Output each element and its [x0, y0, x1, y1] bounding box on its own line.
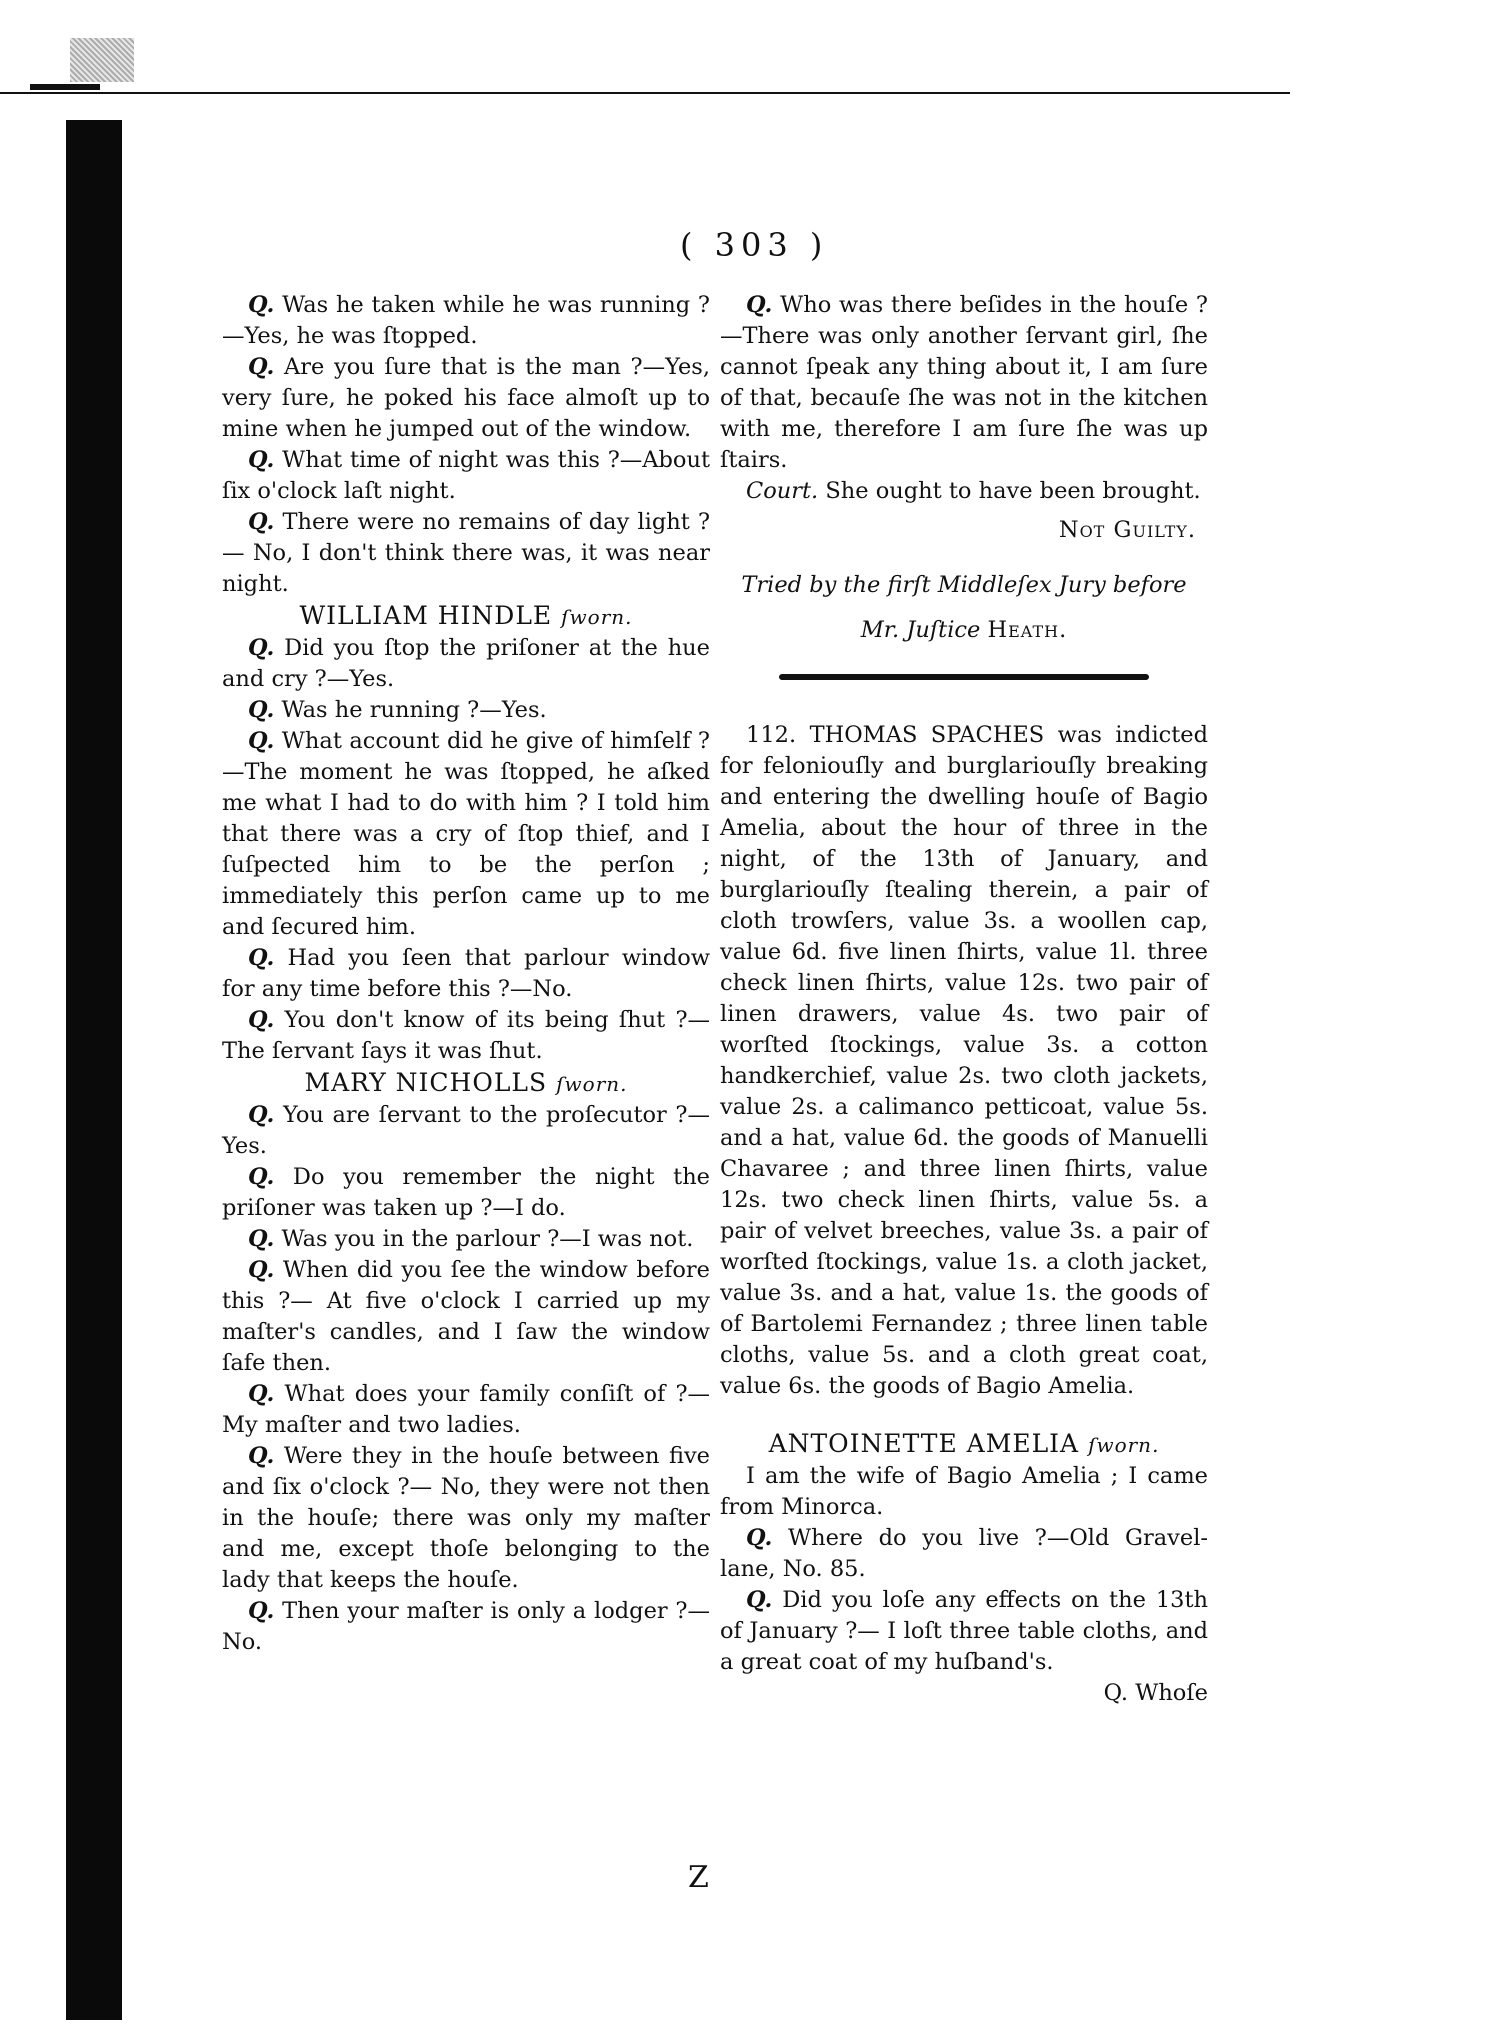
- qa-paragraph: Q. You don't know of its being ſhut ?—The ſervant ſays it was ſhut.: [222, 1007, 711, 1064]
- qa-paragraph: Q. There were no remains of day light ?— No, I don't think there was, it was near night.: [222, 509, 711, 597]
- witness-heading: WILLIAM HINDLE ſworn.: [299, 601, 633, 630]
- left-column: [222, 290, 710, 1658]
- witness-heading: MARY NICHOLLS ſworn.: [304, 1068, 628, 1097]
- section-divider: [779, 674, 1149, 680]
- signature-mark: Z: [688, 1860, 709, 1895]
- verdict: Not Guilty.: [1058, 517, 1196, 543]
- qa-paragraph: Q. Was you in the parlour ?—I was not.: [248, 1226, 694, 1252]
- qa-paragraph: Q. You are ſervant to the proſecutor ?—Yes.: [222, 1102, 710, 1159]
- qa-paragraph: Q. Were they in the houſe between five and ſix o'clock ?— No, they were not then in the houſe; there was only my maſter and me, except thoſe belonging to the lady that keeps the houſe.: [222, 1443, 711, 1593]
- court-remark: Court. She ought to have been brought.: [746, 478, 1201, 504]
- qa-paragraph: Q. Had you ſeen that parlour window for any time before this ?—No.: [222, 945, 711, 1002]
- scan-noise: [70, 38, 134, 82]
- binding-edge-top: [30, 84, 100, 90]
- judge-line: Mr. Juſtice Heath.: [860, 617, 1068, 643]
- qa-paragraph: Q. What does your family conſiſt of ?—My maſter and two ladies.: [222, 1381, 711, 1438]
- qa-paragraph: Q. When did you ſee the window before this ?— At five o'clock I carried up my maſter's candles, and I ſaw the window ſafe then.: [222, 1257, 710, 1376]
- right-column: [720, 290, 1208, 1709]
- page-number: ( 303 ): [680, 226, 829, 264]
- qa-paragraph: Q. Are you ſure that is the man ?—Yes, very ſure, he poked his face almoſt up to mine when he jumped out of the window.: [222, 354, 710, 442]
- qa-paragraph: Q. Did you ſtop the priſoner at the hue and cry ?—Yes.: [222, 635, 710, 692]
- indictment-paragraph: 112. THOMAS SPACHES was indicted for feloniouſly and burglariouſly breaking and entering the dwelling houſe of Bagio Amelia, about the hour of three in the night, of the 13th of January, and burglariouſly ſtealing therein, a pair of cloth trowſers, value 3s. a woollen cap, value 6d. five linen ſhirts, value 1l. three check linen ſhirts, value 12s. two pair of linen drawers, value 4s. two pair of worſted ſtockings, value 3s. a cotton handkerchief, value 2s. two cloth jackets, value 2s. a calimanco petticoat, value 5s. and a hat, value 6d. the goods of Manuelli Chavaree ; and three linen ſhirts, value 12s. two check linen ſhirts, value 5s. a pair of velvet breeches, value 3s. a pair of worſted ſtockings, value 1s. a cloth jacket, value 3s. and a hat, value 1s. the goods of of Bartolemi Fernandez ; three linen table cloths, value 5s. and a cloth great coat, value 6s. the goods of Bagio Amelia.: [720, 722, 1209, 1399]
- qa-paragraph: Q. What account did he give of himſelf ?—The moment he was ſtopped, he aſked me what I had to do with him ? I told him that there was a cry of ſtop thief, and I ſuſpected him to be the perſon ; immediately this perſon came up to me and ſecured him.: [222, 728, 710, 940]
- qa-paragraph: Q. What time of night was this ?—About ſix o'clock laſt night.: [222, 447, 710, 504]
- qa-paragraph: Q. Who was there beſides in the houſe ?—There was only another ſervant girl, ſhe cannot ſpeak any thing about it, I am ſure of that, becauſe ſhe was not in the kitchen with me, therefore I am ſure ſhe was up ſtairs.: [720, 292, 1208, 473]
- witness-heading: ANTOINETTE AMELIA ſworn.: [768, 1429, 1160, 1458]
- scan-top-rule: [0, 92, 1290, 94]
- testimony-paragraph: I am the wife of Bagio Amelia ; I came from Minorca.: [720, 1463, 1208, 1520]
- qa-paragraph: Q. Do you remember the night the priſoner was taken up ?—I do.: [222, 1164, 710, 1221]
- qa-paragraph: Q. Where do you live ?—Old Gravel-lane, No. 85.: [720, 1525, 1208, 1582]
- catchword: Q. Whoſe: [1103, 1680, 1208, 1706]
- qa-paragraph: Q. Was he running ?—Yes.: [248, 697, 547, 723]
- tried-line: Tried by the firſt Middleſex Jury before: [741, 572, 1187, 598]
- qa-paragraph: Q. Then your maſter is only a lodger ?—No.: [222, 1598, 710, 1655]
- binding-edge: [66, 120, 122, 2020]
- qa-paragraph: Q. Was he taken while he was running ?—Yes, he was ſtopped.: [222, 292, 710, 349]
- qa-paragraph: Q. Did you loſe any effects on the 13th of January ?— I loſt three table cloths, and a great coat of my huſband's.: [720, 1587, 1208, 1675]
